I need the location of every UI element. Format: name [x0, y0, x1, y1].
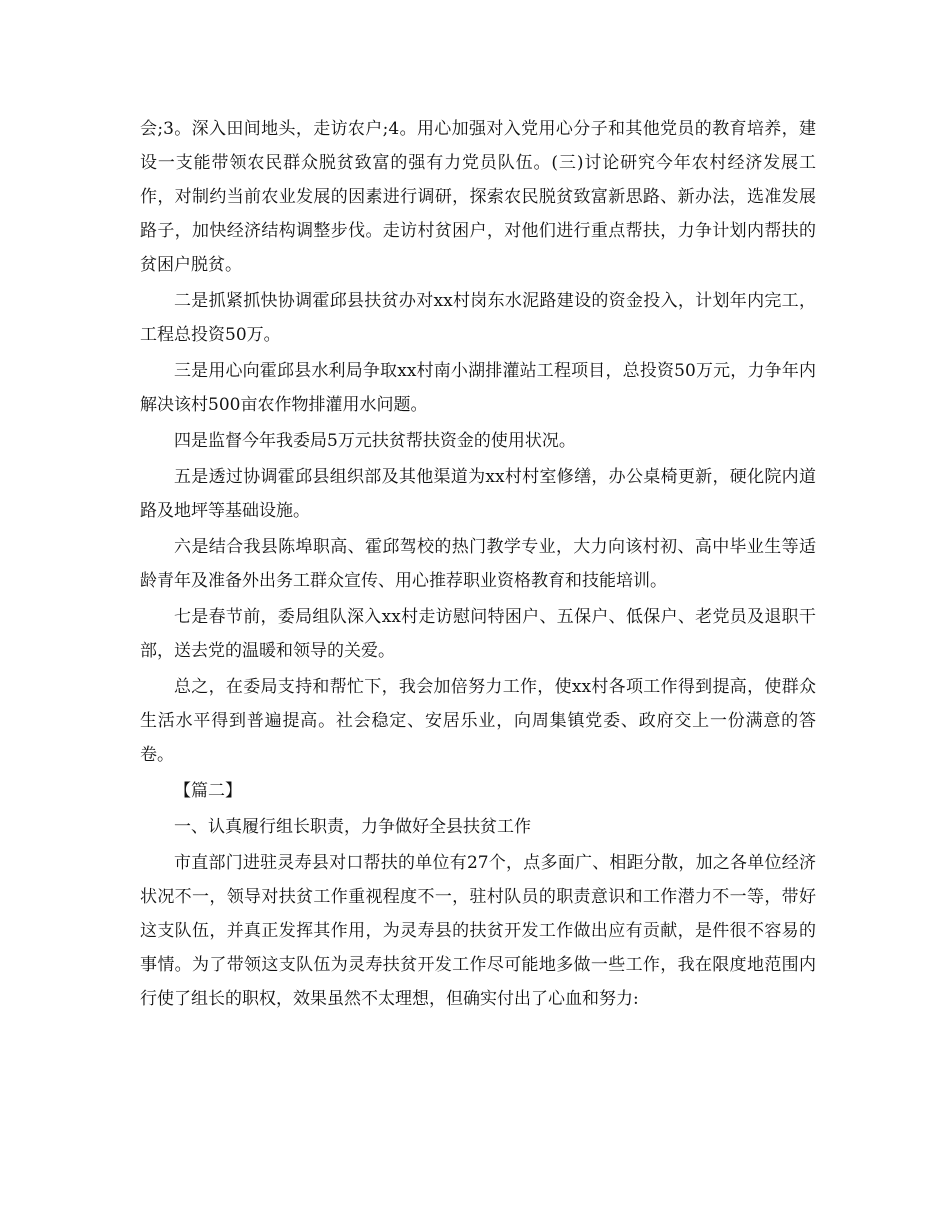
paragraph-item-five: 五是透过协调霍邱县组织部及其他渠道为xx村村室修缮，办公桌椅更新，硬化院内道路及地坪等基础设施。: [140, 467, 816, 521]
section-heading: 【篇二】: [174, 781, 242, 801]
paragraph-item-two: 二是抓紧抓快协调霍邱县扶贫办对xx村岗东水泥路建设的资金投入，计划年内完工，工程总投资50万。: [140, 291, 816, 345]
subsection-heading: 一、认真履行组长职责，力争做好全县扶贫工作: [174, 817, 531, 837]
paragraph-item-three: 三是用心向霍邱县水利局争取xx村南小湖排灌站工程项目，总投资50万元，力争年内解决该村500亩农作物排灌用水问题。: [140, 361, 816, 415]
paragraph-body: 市直部门进驻灵寿县对口帮扶的单位有27个，点多面广、相距分散，加之各单位经济状况不一，领导对扶贫工作重视程度不一，驻村队员的职责意识和工作潜力不一等，带好这支队伍，并真正发挥其作用，为灵寿县的扶贫开发工作做出应有贡献，是件很不容易的事情。为了带领这支队伍为灵寿扶贫开发工作尽可能地多做一些工作，我在限度地范围内行使了组长的职权，效果虽然不太理想，但确实付出了心血和努力:: [140, 853, 816, 1009]
document-body: [140, 112, 816, 1018]
paragraph-item-four: 四是监督今年我委局5万元扶贫帮扶资金的使用状况。: [174, 431, 576, 451]
paragraph-item-six: 六是结合我县陈埠职高、霍邱驾校的热门教学专业，大力向该村初、高中毕业生等适龄青年及准备外出务工群众宣传、用心推荐职业资格教育和技能培训。: [140, 537, 816, 591]
paragraph-continuation: 会;3。深入田间地头，走访农户;4。用心加强对入党用心分子和其他党员的教育培养，建设一支能带领农民群众脱贫致富的强有力党员队伍。(三)讨论研究今年农村经济发展工作，对制约当前农业发展的因素进行调研，探索农民脱贫致富新思路、新办法，选准发展路子，加快经济结构调整步伐。走访村贫困户，对他们进行重点帮扶，力争计划内帮扶的贫困户脱贫。: [140, 119, 816, 275]
paragraph-summary: 总之，在委局支持和帮忙下，我会加倍努力工作，使xx村各项工作得到提高，使群众生活水平得到普遍提高。社会稳定、安居乐业，向周集镇党委、政府交上一份满意的答卷。: [140, 677, 816, 765]
paragraph-item-seven: 七是春节前，委局组队深入xx村走访慰问特困户、五保户、低保户、老党员及退职干部，送去党的温暖和领导的关爱。: [140, 607, 816, 661]
